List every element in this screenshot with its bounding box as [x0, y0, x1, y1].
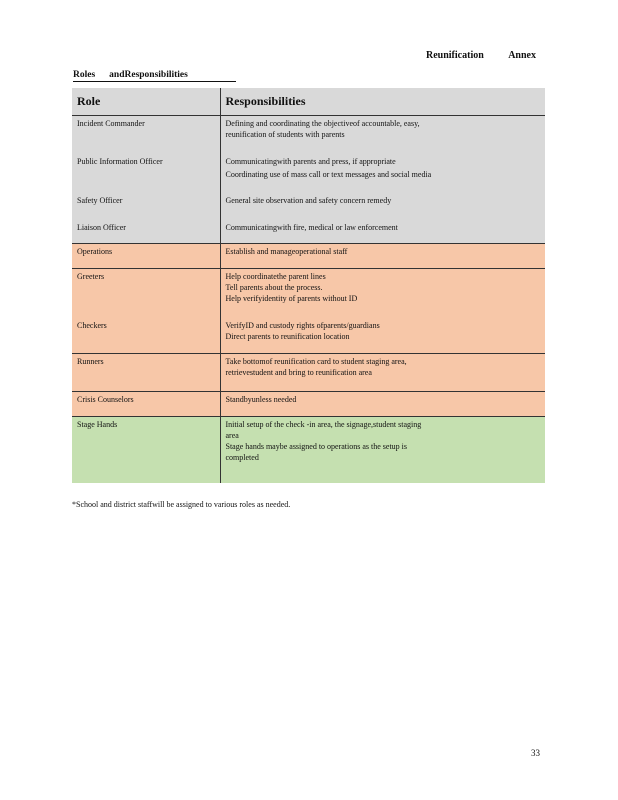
table-row — [72, 318, 545, 354]
responsibility-line: completed — [225, 453, 259, 462]
responsibility-cell — [220, 354, 545, 392]
document-header — [426, 50, 536, 61]
table-row — [72, 354, 545, 392]
responsibility-line: Coordinating use of mass call or text messages and social media — [225, 169, 432, 179]
responsibility-line: Take bottomof reunification card to student staging area, — [225, 357, 407, 366]
role-cell: Runners — [72, 354, 220, 392]
section-title-part2: andResponsibilities — [109, 70, 188, 80]
table-row — [72, 269, 545, 318]
role-cell: Safety Officer — [72, 193, 220, 220]
responsibility-line: Direct parents to reunification location — [225, 331, 350, 341]
responsibility-line: Help coordinatethe parent lines — [225, 272, 326, 281]
responsibility-line: Establish and manageoperational staff — [225, 247, 348, 256]
table-row — [72, 244, 545, 269]
column-header-responsibilities: Responsibilities — [220, 88, 545, 116]
responsibility-line: Help verifyidentity of parents without ID — [225, 294, 358, 303]
role-cell: Public Information Officer — [72, 156, 220, 193]
role-cell: Crisis Counselors — [72, 392, 220, 417]
responsibility-cell — [220, 156, 545, 193]
column-header-role: Role — [72, 88, 220, 116]
responsibility-cell — [220, 392, 545, 417]
role-cell: Stage Hands — [72, 417, 220, 483]
responsibility-line: area — [225, 431, 239, 440]
table-row — [72, 392, 545, 417]
responsibility-cell — [220, 269, 545, 318]
responsibility-cell — [220, 116, 545, 156]
responsibility-line: VerifyID and custody rights ofparents/guardians — [225, 320, 380, 330]
responsibility-cell — [220, 244, 545, 269]
responsibility-line: Standbyunless needed — [225, 395, 297, 404]
responsibility-line: General site observation and safety concern remedy — [225, 195, 392, 205]
page-number: 33 — [531, 748, 540, 758]
responsibility-cell — [220, 417, 545, 483]
responsibility-line: retrievestudent and bring to reunification area — [225, 368, 372, 377]
role-cell: Operations — [72, 244, 220, 269]
table-row — [72, 220, 545, 244]
role-cell: Checkers — [72, 318, 220, 354]
table-header-row — [72, 88, 545, 116]
footnote: *School and district staffwill be assigned to various roles as needed. — [72, 500, 291, 509]
table-row — [72, 193, 545, 220]
role-cell: Incident Commander — [72, 116, 220, 156]
table-row — [72, 116, 545, 156]
responsibility-cell — [220, 220, 545, 244]
responsibility-line: Communicatingwith fire, medical or law enforcement — [225, 222, 398, 232]
responsibility-line: Stage hands maybe assigned to operations as the setup is — [225, 442, 408, 451]
responsibility-line: reunification of students with parents — [225, 130, 345, 139]
header-title-left: Reunification — [426, 50, 484, 61]
responsibility-cell — [220, 318, 545, 354]
table-row — [72, 156, 545, 193]
roles-responsibilities-table — [72, 88, 545, 483]
responsibility-line: Communicatingwith parents and press, if appropriate — [225, 156, 396, 166]
section-title — [73, 70, 236, 82]
responsibility-line: Defining and coordinating the objectiveof accountable, easy, — [225, 119, 420, 128]
responsibility-cell — [220, 193, 545, 220]
responsibility-line: Tell parents about the process. — [225, 283, 323, 292]
table-row — [72, 417, 545, 483]
header-title-right: Annex — [508, 50, 536, 61]
responsibility-line: Initial setup of the check -in area, the signage,student staging — [225, 420, 422, 429]
section-title-part1: Roles — [73, 70, 96, 80]
role-cell: Liaison Officer — [72, 220, 220, 244]
role-cell: Greeters — [72, 269, 220, 318]
